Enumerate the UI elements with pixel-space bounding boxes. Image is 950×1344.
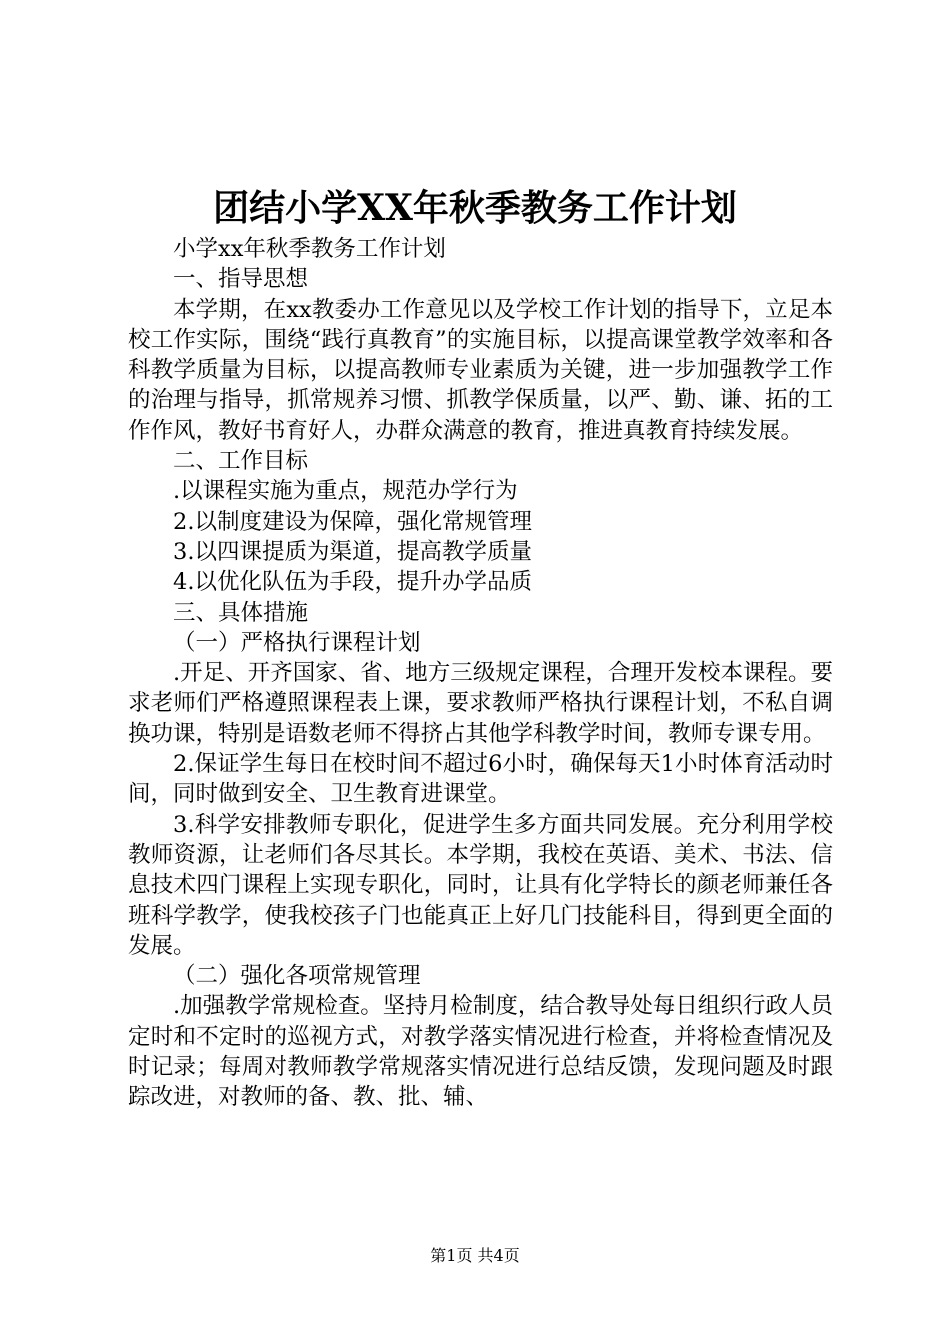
- section-heading-work-goals: 二、工作目标: [173, 448, 309, 475]
- section-heading-measures: 三、具体措施: [173, 599, 309, 626]
- page-footer: 第1页 共4页: [430, 1246, 520, 1265]
- subsection-heading-routine: （二）强化各项常规管理: [173, 963, 421, 990]
- subtitle-line: 小学xx年秋季教务工作计划: [173, 236, 446, 262]
- paragraph-routine-1: .加强教学常规检查。坚持月检制度，结合教导处每日组织行政人员定时和不定时的巡视方式，对教学落实情况进行检查，并将检查情况及时记录；每周对教师教学常规落实情况进行总结反馈，发现问题及时跟踪改进，对教师的备、教、批、辅、: [128, 993, 833, 1111]
- paragraph-curriculum-1: .开足、开齐国家、省、地方三级规定课程，合理开发校本课程。要求老师们严格遵照课程表上课，要求教师严格执行课程计划，不私自调换功课，特别是语数老师不得挤占其他学科教学时间，教师专课专用。: [128, 660, 833, 747]
- paragraph-guiding-thought: 本学期，在xx教委办工作意见以及学校工作计划的指导下，立足本校工作实际，围绕“践行真教育”的实施目标，以提高课堂教学效率和各科教学质量为目标，以提高教师专业素质为关键，进一步加强教学工作的治理与指导，抓常规养习惯、抓教学保质量，以严、勤、谦、拓的工作作风，教好书育好人，办群众满意的教育，推进真教育持续发展。: [128, 296, 833, 444]
- subsection-heading-curriculum: （一）严格执行课程计划: [173, 629, 421, 656]
- goal-item-2: 2.以制度建设为保障，强化常规管理: [173, 508, 532, 535]
- document-title: 团结小学XX年秋季教务工作计划: [213, 187, 737, 229]
- paragraph-curriculum-2: 2.保证学生每日在校时间不超过6小时，确保每天1小时体育活动时间，同时做到安全、卫生教育进课堂。: [128, 751, 833, 808]
- section-heading-guiding-thought: 一、指导思想: [173, 266, 309, 293]
- paragraph-curriculum-3: 3.科学安排教师专职化，促进学生多方面共同发展。充分利用学校教师资源，让老师们各尽其长。本学期，我校在英语、美术、书法、信息技术四门课程上实现专职化，同时，让具有化学特长的颜老师兼任各班科学教学，使我校孩子门也能真正上好几门技能科目，得到更全面的发展。: [128, 811, 833, 959]
- document-body: [128, 234, 833, 1113]
- goal-item-3: 3.以四课提质为渠道，提高教学质量: [173, 538, 532, 565]
- goal-item-4: 4.以优化队伍为手段，提升办学品质: [173, 569, 532, 596]
- goal-item-1: .以课程实施为重点，规范办学行为: [173, 478, 518, 505]
